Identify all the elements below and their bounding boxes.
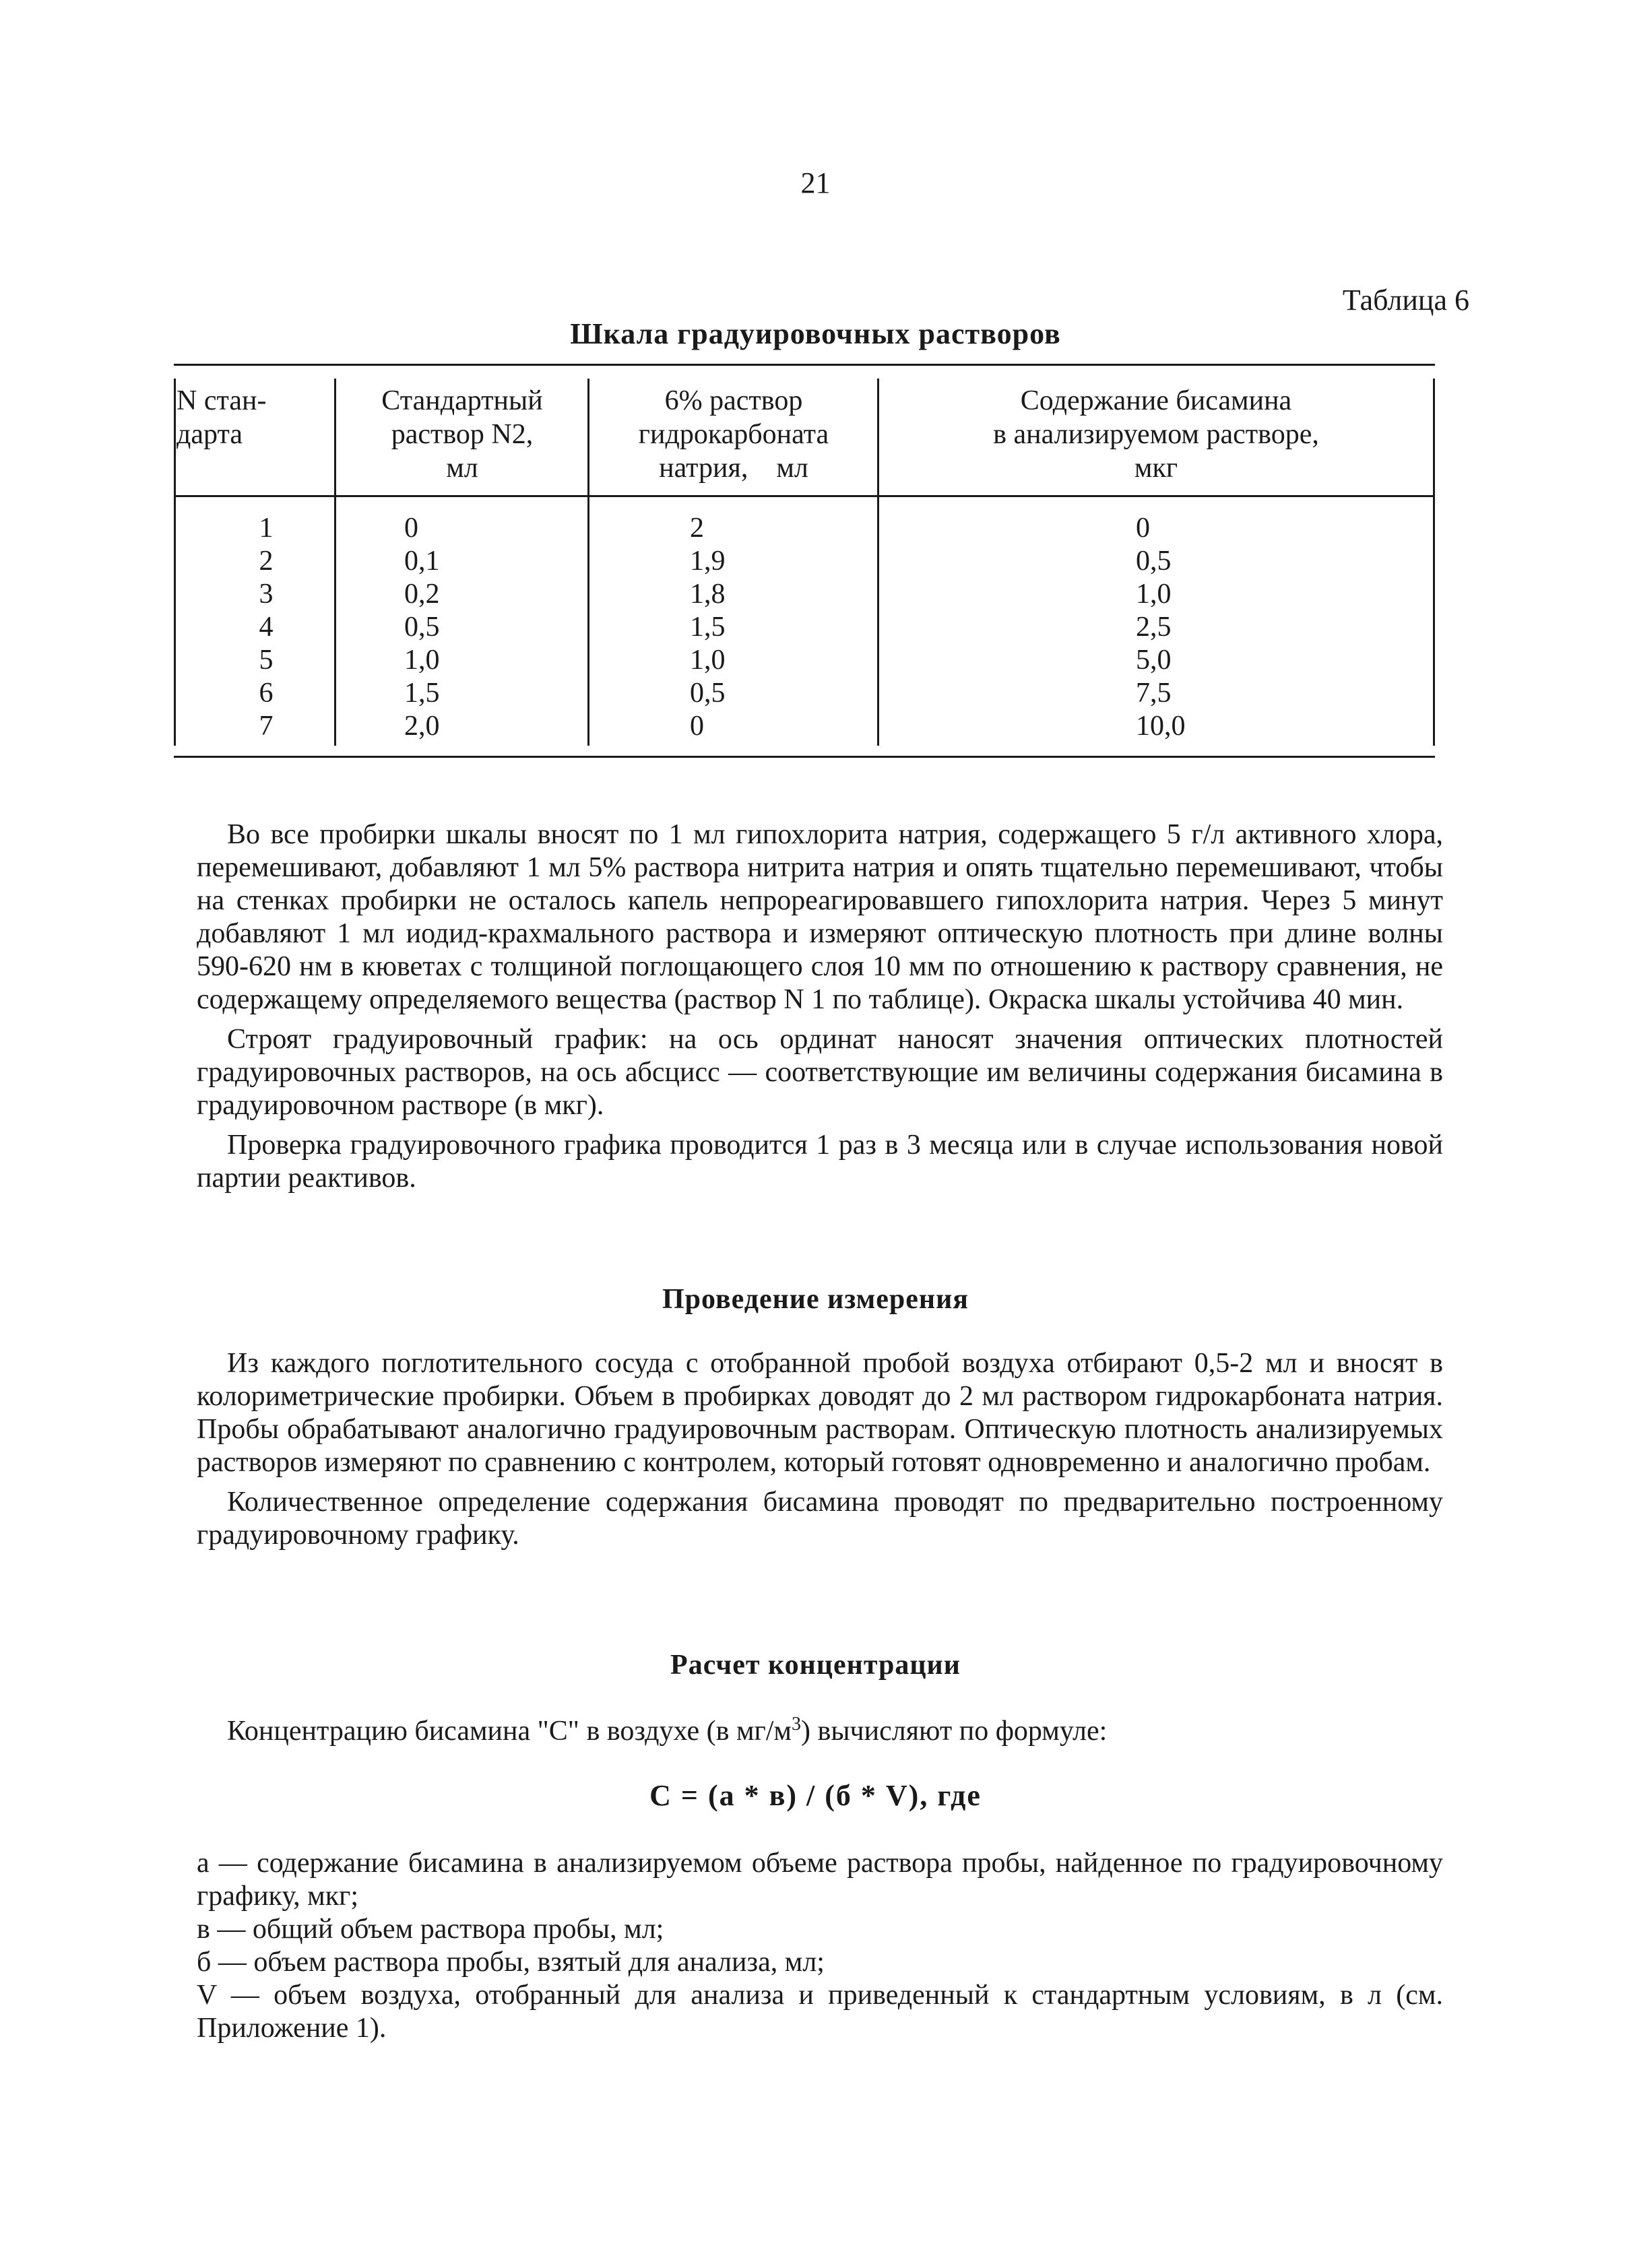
table-header-bicarbonate: 6% раствор гидрокарбоната натрия, мл <box>638 385 829 484</box>
formula: С = (а * в) / (б * V), где <box>649 1779 982 1812</box>
table-border-left <box>174 379 176 746</box>
table-col-standard <box>404 512 485 743</box>
procedure-text <box>197 818 1443 1195</box>
table-cell: 1,0 <box>1136 579 1172 610</box>
paragraph: Проверка градуировочного графика проводится 1 раз в 3 месяца или в случае использования новой партии реактивов. <box>197 1130 1443 1194</box>
table-cell: 1,5 <box>404 678 440 709</box>
table-cell: 5 <box>259 645 274 676</box>
table-label: Таблица 6 <box>1342 284 1469 317</box>
table-cell: 5,0 <box>1136 645 1172 676</box>
table-header-standard: Стандартный раствор N2, мл <box>381 385 543 484</box>
table-header-n: N стан- дарта <box>177 385 267 450</box>
table-cell: 2 <box>259 546 274 577</box>
definition-item: в — общий объем раствора пробы, мл; <box>197 1914 664 1945</box>
table-cell: 10,0 <box>1136 711 1186 742</box>
table-cell: 0,5 <box>690 678 726 709</box>
table-cell: 1,0 <box>690 645 726 676</box>
table-col-number <box>229 512 303 743</box>
table-border-right <box>1433 379 1435 746</box>
paragraph: Строят градуировочный график: на ось ординат наносят значения оптических плотностей градуировочных растворов, на ось абсцисс — соответствующие им величины содержания бисамина в градуировочном растворе (в мкг). <box>197 1024 1443 1121</box>
table-cell: 0,2 <box>404 579 440 610</box>
definition-item: а — содержание бисамина в анализируемом объеме раствора пробы, найденное по градуировочному графику, мкг; <box>197 1848 1443 1912</box>
table-cell: 0 <box>690 711 704 742</box>
table-cell: 1,5 <box>690 612 726 643</box>
table-cell: 7,5 <box>1136 678 1172 709</box>
table-top-rule <box>174 364 1435 366</box>
table-cell: 3 <box>259 579 274 610</box>
table-cell: 0,5 <box>404 612 440 643</box>
table-col-divider-1 <box>334 379 336 746</box>
table-cell: 2,5 <box>1136 612 1172 643</box>
table-col-bicarbonate <box>690 512 771 743</box>
table-cell: 1 <box>259 513 274 544</box>
table-col-divider-3 <box>877 379 879 746</box>
table-cell: 6 <box>259 678 274 709</box>
page-number: 21 <box>800 166 831 199</box>
table-cell: 0 <box>404 513 418 544</box>
section-title-measurement: Проведение измерения <box>662 1284 969 1315</box>
definition-item: б — объем раствора пробы, взятый для анализа, мл; <box>197 1947 825 1978</box>
table-cell: 2,0 <box>404 711 440 742</box>
table-title: Шкала градуировочных растворов <box>570 317 1061 350</box>
table-col-content <box>1136 512 1230 743</box>
calculation-intro: Концентрацию бисамина "С" в воздухе (в $мг/м^3$) вычисляют по формуле: <box>227 1714 1108 1747</box>
measurement-text <box>197 1347 1443 1552</box>
table-bottom-rule <box>174 756 1435 758</box>
formula-definitions <box>197 1847 1443 2045</box>
paragraph: Из каждого поглотительного сосуда с отобранной пробой воздуха отбирают 0,5-2 мл и вносят в колориметрические пробирки. Объем в пробирках доводят до 2 мл раствором гидрокарбоната натрия. Пробы обрабатывают аналогично градуировочным растворам. Оптическую плотность анализируемых растворов измеряют по сравнению с контролем, который готовят одновременно и аналогично пробам. <box>197 1348 1443 1478</box>
table-header-rule <box>174 495 1435 497</box>
section-title-calculation: Расчет концентрации <box>670 1650 961 1681</box>
table-cell: 0 <box>1136 513 1150 544</box>
table-cell: 2 <box>690 513 704 544</box>
paragraph: Во все пробирки шкалы вносят по 1 мл гипохлорита натрия, содержащего 5 г/л активного хлора, перемешивают, добавляют 1 мл 5% раствора нитрита натрия и опять тщательно перемешивают, чтобы на стенках пробирки не осталось капель непрореагировавшего гипохлорита натрия. Через 5 минут добавляют 1 мл иодид-крахмального раствора и измеряют оптическую плотность при длине волны 590-620 нм в кюветах с толщиной поглощающего слоя 10 мм по отношению к раствору сравнения, не содержащему определяемого вещества (раствор N 1 по таблице). Окраска шкалы устойчива 40 мин. <box>197 819 1443 1015</box>
table-cell: 7 <box>259 711 274 742</box>
table-cell: 0,5 <box>1136 546 1172 577</box>
table-cell: 1,0 <box>404 645 440 676</box>
definition-item: V — объем воздуха, отобранный для анализа и приведенный к стандартным условиям, в л (см. Приложение 1). <box>197 1980 1443 2044</box>
table-header-content: Содержание бисамина в анализируемом растворе, мкг <box>993 385 1319 484</box>
paragraph: Количественное определение содержания бисамина проводят по предварительно построенному градуировочному графику. <box>197 1487 1443 1551</box>
table-col-divider-2 <box>587 379 589 746</box>
table-cell: 1,8 <box>690 579 726 610</box>
table-cell: 0,1 <box>404 546 440 577</box>
table-cell: 4 <box>259 612 274 643</box>
table-cell: 1,9 <box>690 546 726 577</box>
